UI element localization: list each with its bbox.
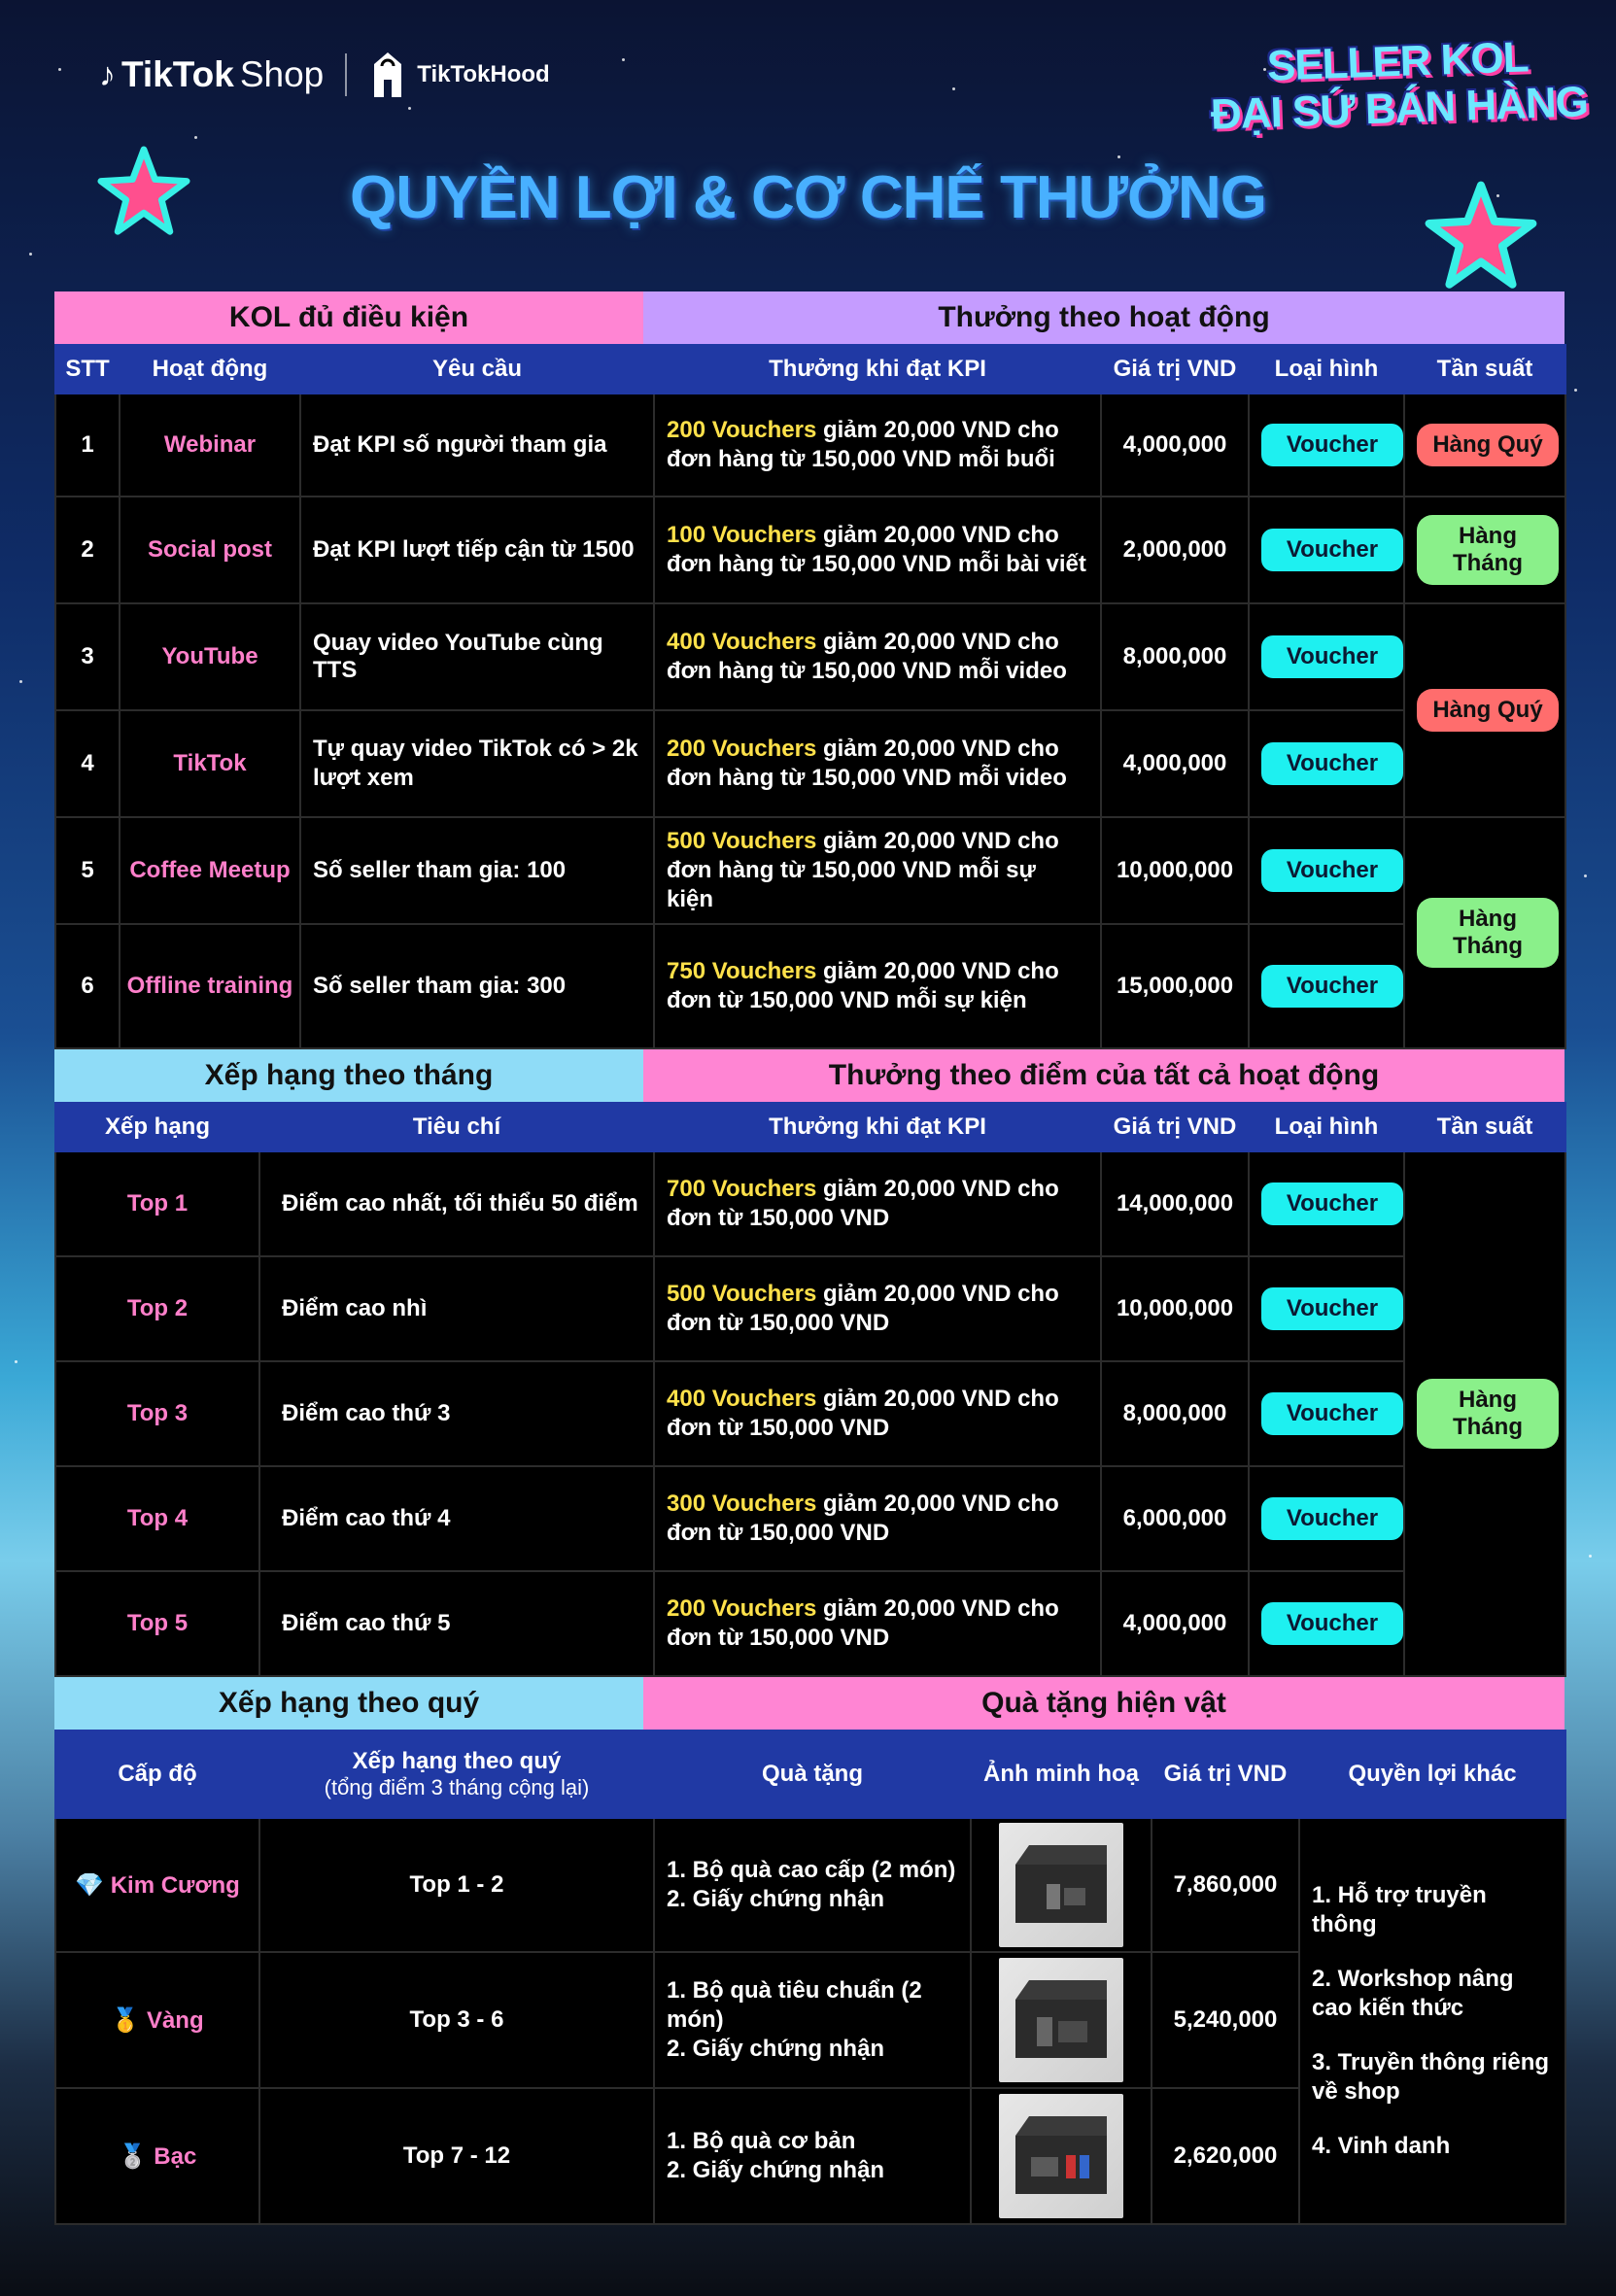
table-row: 3 YouTube Quay video YouTube cùng TTS 400 Vouchers giảm 20,000 VND cho đơn hàng từ 150,000 VND mỗi video 8,000,000 Voucher Hàng Quý <box>55 603 1565 710</box>
table-row: Top 1 Điểm cao nhất, tối thiểu 50 điểm 700 Vouchers giảm 20,000 VND cho đơn từ 150,000 VND 14,000,000 Voucher Hàng Tháng <box>55 1151 1565 1256</box>
page-title: QUYỀN LỢI & CƠ CHẾ THƯỞNG <box>350 164 1266 231</box>
table-row: 🥈 Bạc Top 7 - 12 1. Bộ quà cơ bản 2. Giấy chứng nhận 2,620,000 <box>55 2088 1565 2224</box>
table-header-row: Xếp hạng Tiêu chí Thưởng khi đạt KPI Giá trị VND Loại hình Tần suất <box>55 1103 1565 1151</box>
tiktok-note-icon: ♪ <box>99 55 116 93</box>
silver-medal-icon: 🥈 <box>118 2142 148 2170</box>
section3-header: Xếp hạng theo quý Quà tặng hiện vật <box>54 1677 1564 1730</box>
table-row: 2 Social post Đạt KPI lượt tiếp cận từ 1500 100 Vouchers giảm 20,000 VND cho đơn hàng từ 150,000 VND mỗi bài viết 2,000,000 Voucher Hàng Tháng <box>55 497 1565 603</box>
table-row: 5 Coffee Meetup Số seller tham gia: 100 500 Vouchers giảm 20,000 VND cho đơn hàng từ 150,000 VND mỗi sự kiện 10,000,000 Voucher Hàng Tháng <box>55 817 1565 924</box>
voucher-badge: Voucher <box>1261 1497 1403 1540</box>
hood-icon <box>368 51 407 99</box>
gold-medal-icon: 🥇 <box>111 2006 141 2034</box>
frequency-badge: Hàng Tháng <box>1417 515 1559 585</box>
voucher-badge: Voucher <box>1261 1392 1403 1435</box>
frequency-badge: Hàng Quý <box>1417 424 1559 466</box>
gift-box-image <box>999 2094 1123 2218</box>
activity-rewards-table <box>54 344 1566 1049</box>
voucher-badge: Voucher <box>1261 742 1403 785</box>
tiktok-shop-logo: ♪ TikTok Shop <box>99 54 325 94</box>
section2-header: Xếp hạng theo tháng Thưởng theo điểm của tất cả hoạt động <box>54 1049 1564 1102</box>
monthly-ranking-table <box>54 1102 1566 1677</box>
brand-bar <box>99 51 550 99</box>
voucher-badge: Voucher <box>1261 1602 1403 1645</box>
voucher-badge: Voucher <box>1261 849 1403 892</box>
diamond-icon: 💎 <box>75 1871 105 1899</box>
section1-header: KOL đủ điều kiện Thưởng theo hoạt động <box>54 291 1564 344</box>
frequency-badge: Hàng Tháng <box>1417 1379 1559 1449</box>
table-row: Top 3 Điểm cao thứ 3 400 Vouchers giảm 20,000 VND cho đơn từ 150,000 VND 8,000,000 Voucher <box>55 1361 1565 1466</box>
table-row: Top 4 Điểm cao thứ 4 300 Vouchers giảm 20,000 VND cho đơn từ 150,000 VND 6,000,000 Voucher <box>55 1466 1565 1571</box>
quarterly-gift-table <box>54 1730 1566 2225</box>
seller-kol-badge: SELLER KOL ĐẠI SỨ BÁN HÀNG <box>1209 33 1589 139</box>
gift-box-image <box>999 1823 1123 1947</box>
table-row: Top 5 Điểm cao thứ 5 200 Vouchers giảm 20,000 VND cho đơn từ 150,000 VND 4,000,000 Voucher <box>55 1571 1565 1676</box>
table-row: 💎 Kim Cương Top 1 - 2 1. Bộ quà cao cấp (2 món) 2. Giấy chứng nhận 7,860,000 1. Hỗ trợ truyền thông 2. Workshop nâng cao kiến thức 3. Truyền thông riêng về shop 4. Vinh danh <box>55 1818 1565 1952</box>
tiktokhood-logo: TikTokHood <box>368 51 549 99</box>
voucher-badge: Voucher <box>1261 424 1403 466</box>
table-header-row: STT Hoạt động Yêu cầu Thưởng khi đạt KPI Giá trị VND Loại hình Tần suất <box>55 345 1565 394</box>
rewards-table-wrap <box>54 291 1564 2225</box>
table-row: 1 Webinar Đạt KPI số người tham gia 200 Vouchers giảm 20,000 VND cho đơn hàng từ 150,000 VND mỗi buổi 4,000,000 Voucher Hàng Quý <box>55 394 1565 497</box>
brand-divider <box>345 53 347 96</box>
table-row: 🥇 Vàng Top 3 - 6 1. Bộ quà tiêu chuẩn (2 món) 2. Giấy chứng nhận 5,240,000 <box>55 1952 1565 2088</box>
table-row: 6 Offline training Số seller tham gia: 300 750 Vouchers giảm 20,000 VND cho đơn từ 150,000 VND mỗi sự kiện 15,000,000 Voucher <box>55 924 1565 1048</box>
voucher-badge: Voucher <box>1261 1287 1403 1330</box>
voucher-badge: Voucher <box>1261 529 1403 571</box>
voucher-badge: Voucher <box>1261 1182 1403 1225</box>
voucher-badge: Voucher <box>1261 635 1403 678</box>
table-row: Top 2 Điểm cao nhì 500 Vouchers giảm 20,000 VND cho đơn từ 150,000 VND 10,000,000 Voucher <box>55 1256 1565 1361</box>
frequency-badge: Hàng Tháng <box>1417 898 1559 968</box>
gift-box-image <box>999 1958 1123 2082</box>
table-header-row: Cấp độ Xếp hạng theo quý (tổng điểm 3 tháng cộng lại) Quà tặng Ảnh minh hoạ Giá trị VND Quyền lợi khác <box>55 1731 1565 1818</box>
frequency-badge: Hàng Quý <box>1417 689 1559 732</box>
voucher-badge: Voucher <box>1261 965 1403 1008</box>
table-row: 4 TikTok Tự quay video TikTok có > 2k lượt xem 200 Vouchers giảm 20,000 VND cho đơn hàng từ 150,000 VND mỗi video 4,000,000 Voucher <box>55 710 1565 817</box>
